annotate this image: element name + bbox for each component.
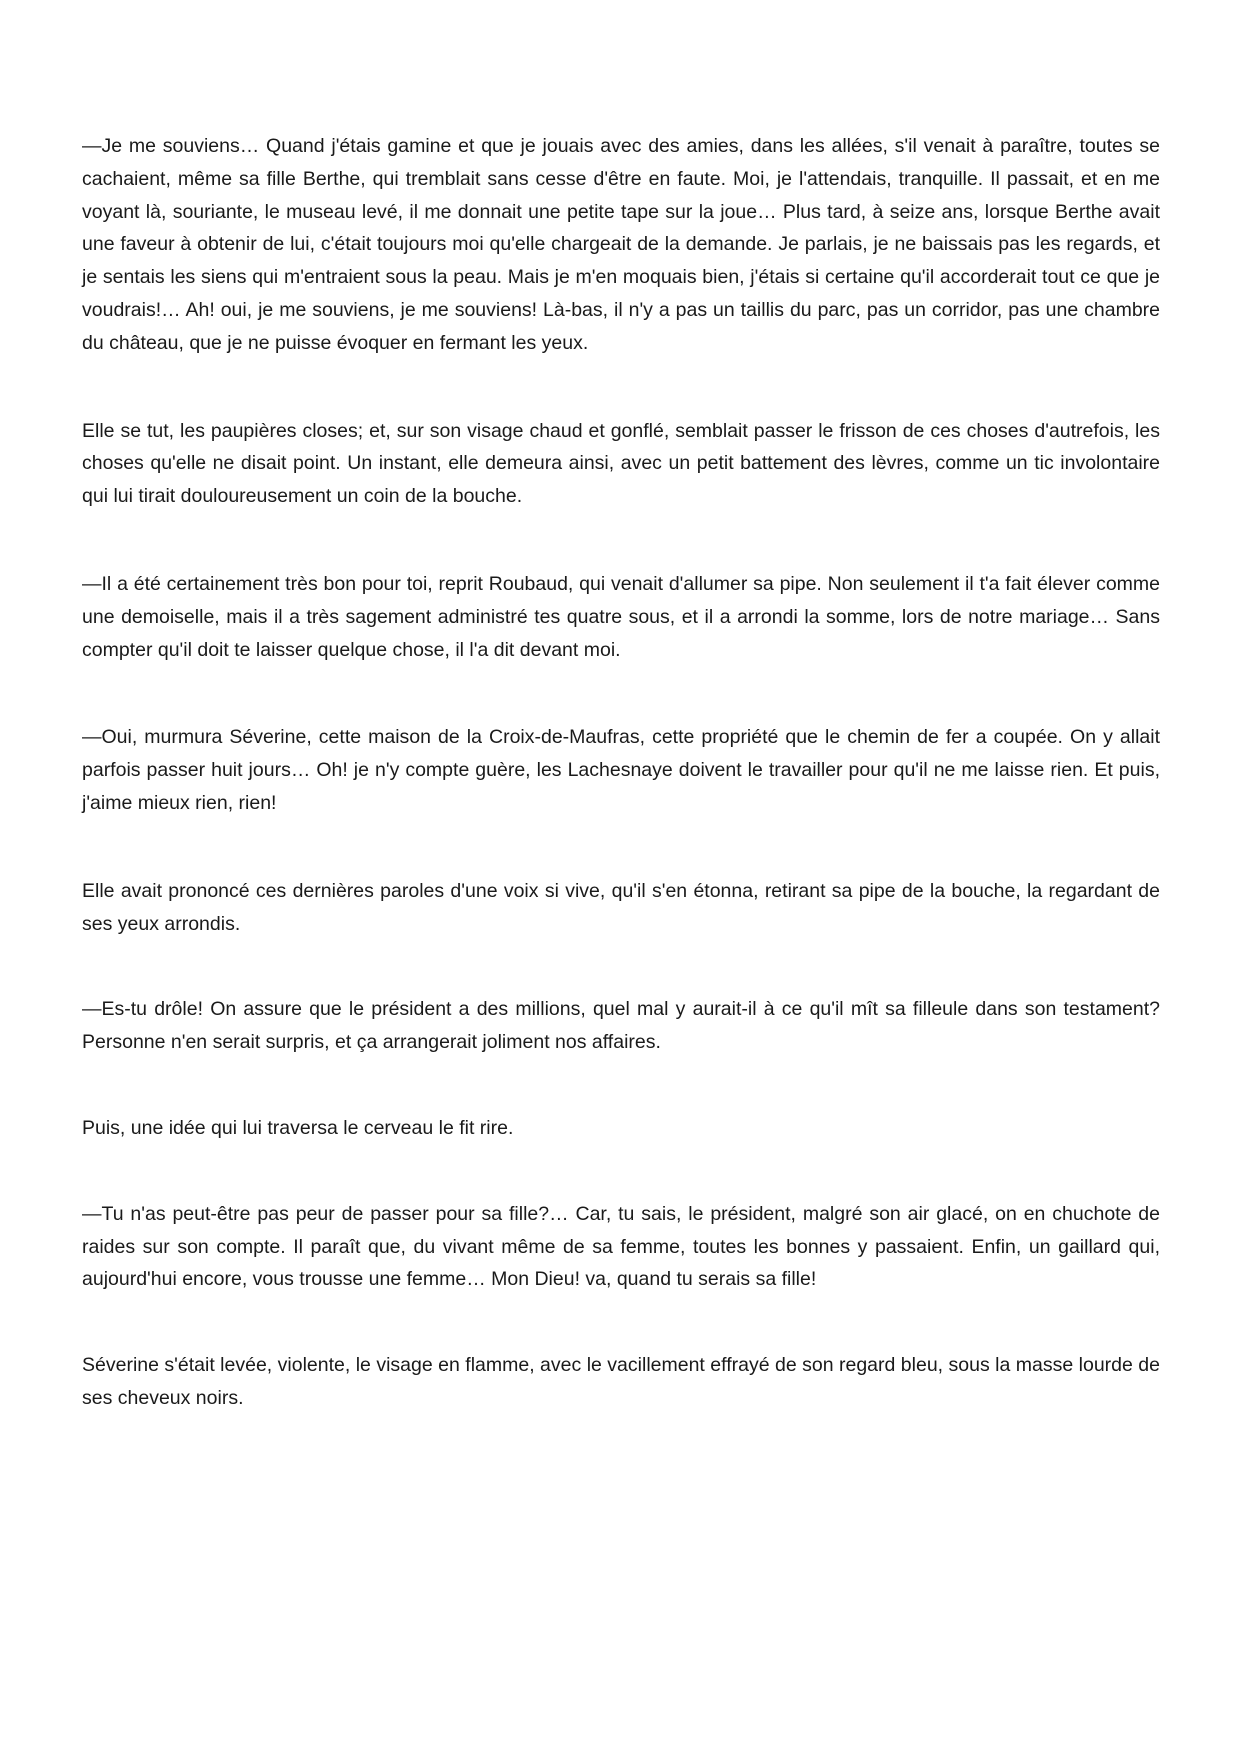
paragraph-souvenirs: —Je me souviens… Quand j'étais gamine et que je jouais avec des amies, dans les allées, s'il venait à paraître, toutes se cachaient, même sa fille Berthe, qui tremblait sans cesse d'être en faute. Moi, je l'attendais, tranquille. Il passait, et en me voyant là, souriante, le museau levé, il me donnait une petite tape sur la joue… Plus tard, à seize ans, lorsque Berthe avait une faveur à obtenir de lui, c'était toujours moi qu'elle chargeait de la demande. Je parlais, je ne baissais pas les regards, et je sentais les siens qui m'entraient sous la peau. Mais je m'en moquais bien, j'étais si certaine qu'il accorderait tout ce que je voudrais!… Ah! oui, je me souviens, je me souviens! Là-bas, il n'y a pas un taillis du parc, pas un corridor, pas une chambre du château, que je ne puisse évoquer en fermant les yeux. bbox=[82, 135, 1160, 354]
paragraph-es-tu-drole: —Es-tu drôle! On assure que le président a des millions, quel mal y aurait-il à ce qu'il mît sa filleule dans son testament? Personne n'en serait surpris, et ça arrangerait joliment nos affaires. bbox=[82, 998, 1160, 1054]
paragraph-roubaud: —Il a été certainement très bon pour toi, reprit Roubaud, qui venait d'allumer sa pipe. Non seulement il t'a fait élever comme une demoiselle, mais il a très sagement administré tes quatre sous, et il a arrondi la somme, lors de notre mariage… Sans compter qu'il doit te laisser quelque chose, il l'a dit devant moi. bbox=[82, 572, 1160, 661]
paragraph-idee-rire: Puis, une idée qui lui traversa le cerveau le fit rire. bbox=[82, 1116, 514, 1139]
paragraph-severine-levee: Séverine s'était levée, violente, le visage en flamme, avec le vacillement effrayé de son regard bleu, sous la masse lourde de ses cheveux noirs. bbox=[82, 1354, 1160, 1409]
paragraph-voix-vive: Elle avait prononcé ces dernières paroles d'une voix si vive, qu'il s'en étonna, retirant sa pipe de la bouche, la regardant de ses yeux arrondis. bbox=[82, 879, 1160, 935]
paragraph-severine-murmure: —Oui, murmura Séverine, cette maison de la Croix-de-Maufras, cette propriété que le chemin de fer a coupée. On y allait parfois passer huit jours… Oh! je n'y compte guère, les Lachesnaye doivent le travailler pour qu'il ne me laisse rien. Et puis, j'aime mieux rien, rien! bbox=[82, 726, 1160, 814]
document-page bbox=[82, 130, 1160, 1415]
paragraph-sa-fille: —Tu n'as peut-être pas peur de passer pour sa fille?… Car, tu sais, le président, malgré son air glacé, on en chuchote de raides sur son compte. Il paraît que, du vivant même de sa femme, toutes les bonnes y passaient. Enfin, un gaillard qui, aujourd'hui encore, vous trousse une femme… Mon Dieu! va, quand tu serais sa fille! bbox=[82, 1202, 1160, 1291]
paragraph-elle-se-tut: Elle se tut, les paupières closes; et, sur son visage chaud et gonflé, semblait passer le frisson de ces choses d'autrefois, les choses qu'elle ne disait point. Un instant, elle demeura ainsi, avec un petit battement des lèvres, comme un tic involontaire qui lui tirait douloureusement un coin de la bouche. bbox=[82, 419, 1160, 508]
